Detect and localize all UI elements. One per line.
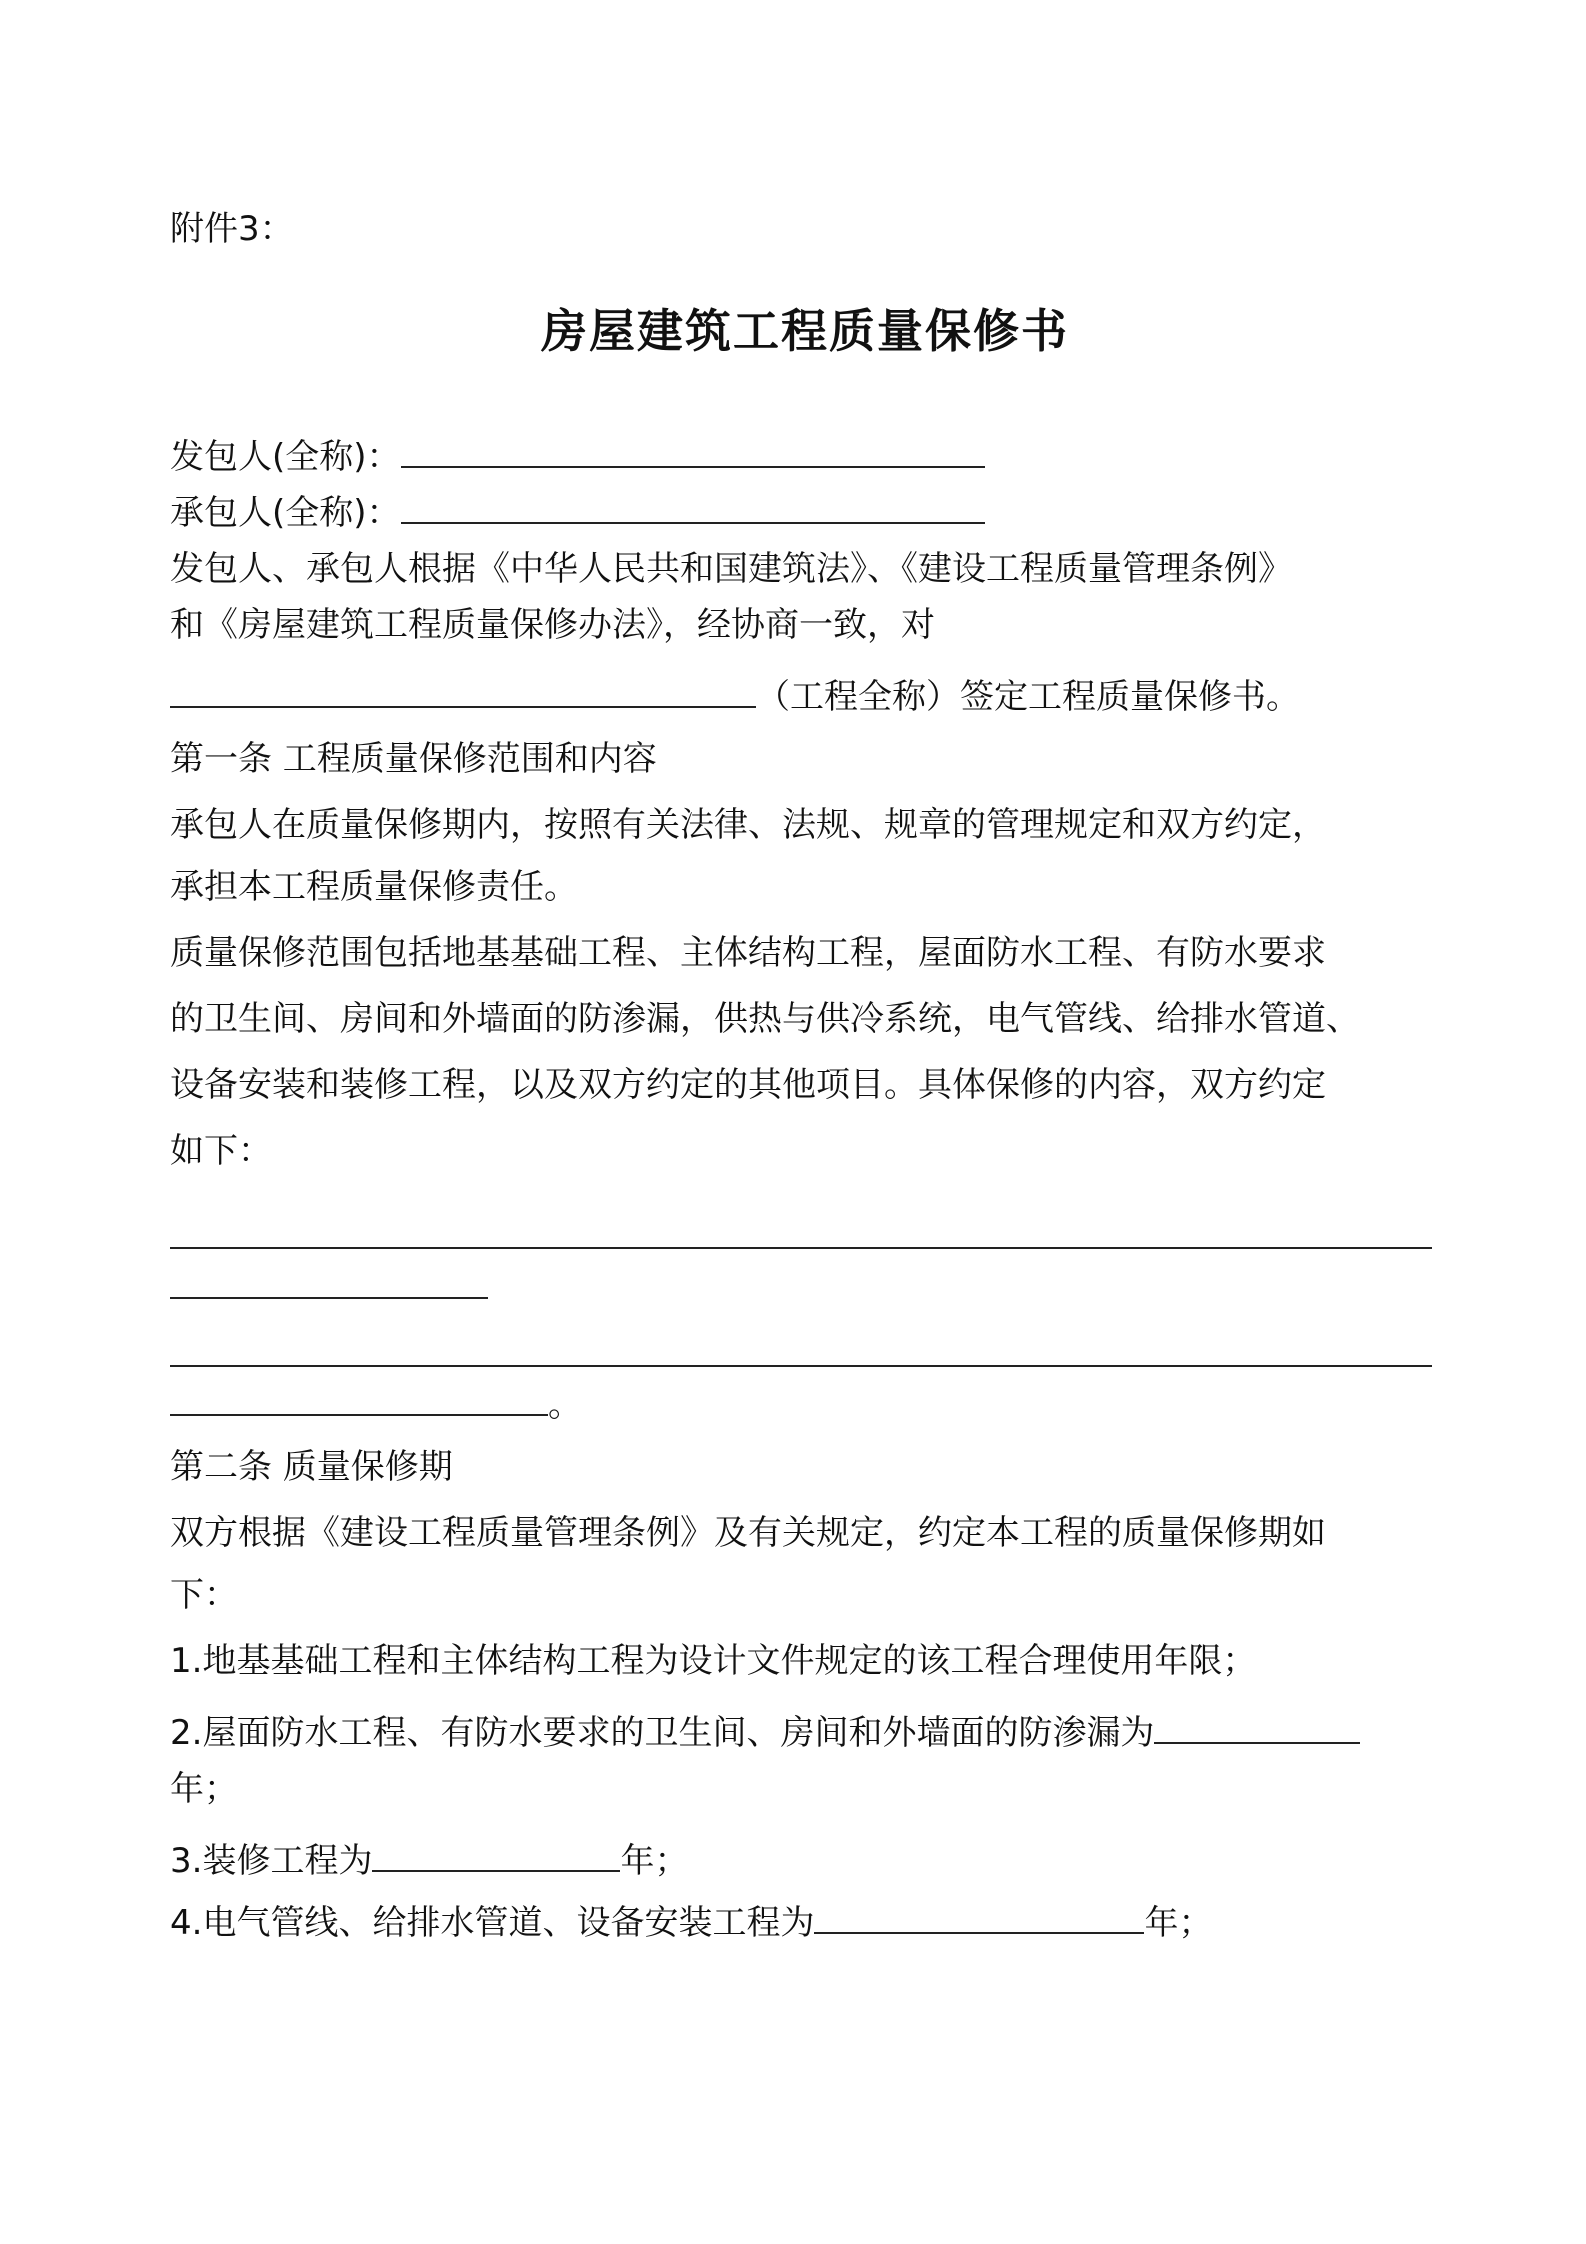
document-title: 房屋建筑工程质量保修书	[541, 304, 1069, 358]
party-a-line	[170, 433, 1440, 481]
item3-years-blank[interactable]	[372, 1840, 620, 1872]
article2-item3-prefix: 3.装修工程为	[170, 1841, 373, 1881]
party-a-blank[interactable]	[401, 436, 985, 468]
article2-intro-line1: 双方根据《建设工程质量管理条例》及有关规定，约定本工程的质量保修期如	[170, 1513, 1326, 1553]
content-blank-line-2[interactable]	[170, 1267, 488, 1299]
intro-line-2: 和《房屋建筑工程质量保修办法》，经协商一致，对	[170, 605, 935, 645]
party-b-label: 承包人(全称)：	[170, 493, 401, 533]
article1-para2-line1: 质量保修范围包括地基基础工程、主体结构工程，屋面防水工程、有防水要求	[170, 933, 1326, 973]
intro-line-3	[170, 673, 1440, 721]
party-a-label: 发包人(全称)：	[170, 437, 401, 477]
article1-para2-line4: 如下：	[170, 1131, 272, 1171]
party-b-line	[170, 489, 1440, 537]
article2-item3	[170, 1837, 1440, 1885]
intro-line-1: 发包人、承包人根据《中华人民共和国建筑法》、《建设工程质量管理条例》	[170, 549, 1292, 589]
article2-intro-line2: 下：	[170, 1575, 238, 1615]
article2-item2-suffix: 年；	[170, 1769, 238, 1809]
party-b-blank[interactable]	[401, 492, 985, 524]
content-blank-line-1[interactable]	[170, 1199, 1432, 1249]
content-blank-line-3[interactable]	[170, 1317, 1432, 1367]
article1-para2-line3: 设备安装和装修工程，以及双方约定的其他项目。具体保修的内容，双方约定	[170, 1065, 1326, 1105]
article1-para1-line2: 承担本工程质量保修责任。	[170, 867, 578, 907]
article2-item1: 1.地基基础工程和主体结构工程为设计文件规定的该工程合理使用年限；	[170, 1641, 1257, 1681]
document-page	[170, 205, 1440, 1947]
item2-years-blank[interactable]	[1154, 1712, 1360, 1744]
content-blank-line-4	[170, 1381, 1440, 1429]
article1-para1-line1: 承包人在质量保修期内，按照有关法律、法规、规章的管理规定和双方约定，	[170, 805, 1326, 845]
content-blank-line-4-underline[interactable]	[170, 1384, 548, 1416]
project-name-blank[interactable]	[170, 676, 756, 708]
article2-item3-suffix: 年；	[620, 1841, 689, 1881]
article2-item4	[170, 1899, 1440, 1947]
article2-item2-prefix: 2.屋面防水工程、有防水要求的卫生间、房间和外墙面的防渗漏为	[170, 1713, 1155, 1753]
attachment-label: 附件3：	[170, 209, 294, 249]
article2-item4-suffix: 年；	[1144, 1903, 1213, 1943]
article2-item4-prefix: 4.电气管线、给排水管道、设备安装工程为	[170, 1903, 815, 1943]
article2-item2-line1	[170, 1709, 1440, 1757]
article1-para2-line2: 的卫生间、房间和外墙面的防渗漏，供热与供冷系统，电气管线、给排水管道、	[170, 999, 1360, 1039]
intro-line-3-suffix: （工程全称）签定工程质量保修书。	[756, 677, 1300, 717]
item4-years-blank[interactable]	[814, 1902, 1144, 1934]
article1-end-mark: 。	[548, 1385, 582, 1425]
article2-heading: 第二条 质量保修期	[170, 1447, 453, 1487]
article1-heading: 第一条 工程质量保修范围和内容	[170, 739, 657, 779]
